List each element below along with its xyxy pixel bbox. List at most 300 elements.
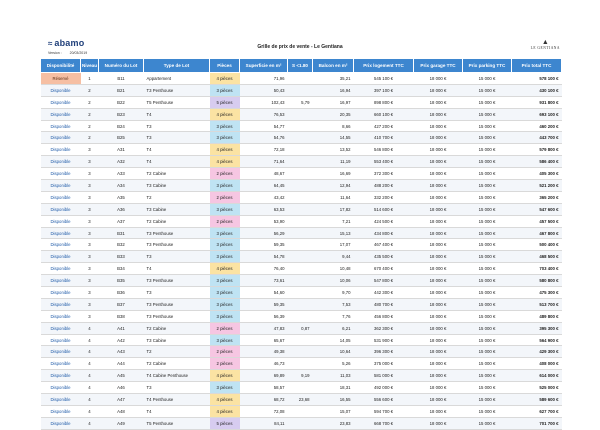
housing-price-cell: 581 000 € [354,370,414,382]
lot-type-cell: T3 Cabine [144,334,210,346]
surface-cell: 63,53 [240,203,288,215]
level-cell: 3 [81,251,99,263]
lot-number-cell: A37 [99,215,144,227]
lot-type-cell: T3 [144,382,210,394]
lot-type-cell: T4 [144,405,210,417]
lot-number-cell: A35 [99,191,144,203]
rooms-badge: 2 pièces [210,346,240,358]
low-surface-cell [288,334,313,346]
table-row [41,96,562,108]
rooms-badge: 5 pièces [210,417,240,429]
lot-number-cell: B34 [99,263,144,275]
total-price-cell: 468 500 € [512,251,562,263]
lot-number-cell: A49 [99,417,144,429]
balcony-cell: 16,69 [313,168,354,180]
parking-price-cell: 15 000 € [463,203,512,215]
lot-number-cell: A42 [99,334,144,346]
lot-type-cell: T3 Penthouse [144,310,210,322]
level-cell: 3 [81,156,99,168]
lot-number-cell: B32 [99,239,144,251]
lot-type-cell: T2 Cabine [144,168,210,180]
total-price-cell: 467 800 € [512,227,562,239]
garage-price-cell: 18 000 € [414,382,463,394]
brand-logo [531,39,560,50]
garage-price-cell: 18 000 € [414,322,463,334]
status-cell: Disponible [41,346,81,358]
status-cell: Disponible [41,168,81,180]
col-header: Superficie en m² [240,59,288,73]
brand-text: LE GENTIANA [530,46,560,50]
lot-number-cell: A36 [99,203,144,215]
level-cell: 3 [81,298,99,310]
surface-cell: 54,77 [240,120,288,132]
low-surface-cell [288,215,313,227]
status-cell: Disponible [41,405,81,417]
lot-number-cell: A43 [99,346,144,358]
balcony-cell: 10,06 [313,275,354,287]
total-price-cell: 513 700 € [512,298,562,310]
lot-number-cell: B35 [99,275,144,287]
status-cell: Disponible [41,180,81,192]
balcony-cell: 14,55 [313,132,354,144]
garage-price-cell: 18 000 € [414,215,463,227]
garage-price-cell: 18 000 € [414,227,463,239]
low-surface-cell [288,84,313,96]
surface-cell: 47,83 [240,322,288,334]
total-price-cell: 430 100 € [512,84,562,96]
surface-cell: 76,40 [240,263,288,275]
lot-type-cell: T3 Penthouse [144,275,210,287]
balcony-cell: 7,21 [313,215,354,227]
status-cell: Disponible [41,358,81,370]
balcony-cell: 14,05 [313,334,354,346]
lot-type-cell: T3 Penthouse [144,84,210,96]
housing-price-cell: 668 700 € [354,417,414,429]
parking-price-cell: 15 000 € [463,239,512,251]
page-title: Grille de prix de vente - Le Gentiana [257,44,343,50]
rooms-badge: 3 pièces [210,251,240,263]
balcony-cell: 16,97 [313,96,354,108]
lot-number-cell: B21 [99,84,144,96]
rooms-badge: 3 pièces [210,334,240,346]
col-header: Prix total TTC [512,59,562,73]
surface-cell: 54,76 [240,132,288,144]
total-price-cell: 701 700 € [512,417,562,429]
low-surface-cell [288,417,313,429]
status-cell: Disponible [41,251,81,263]
housing-price-cell: 546 800 € [354,144,414,156]
table-row [41,156,562,168]
garage-price-cell: 18 000 € [414,346,463,358]
parking-price-cell: 15 000 € [463,132,512,144]
col-header: Prix logement TTC [354,59,414,73]
total-price-cell: 693 100 € [512,108,562,120]
garage-price-cell: 18 000 € [414,168,463,180]
housing-price-cell: 332 200 € [354,191,414,203]
table-row [41,417,562,429]
abamo-logo-icon: ≈ [48,38,53,48]
table-row [41,203,562,215]
total-price-cell: 580 800 € [512,275,562,287]
surface-cell: 71,96 [240,73,288,85]
housing-price-cell: 396 300 € [354,346,414,358]
level-cell: 3 [81,168,99,180]
status-cell: Disponible [41,310,81,322]
table-row [41,120,562,132]
garage-price-cell: 18 000 € [414,334,463,346]
lot-number-cell: B11 [99,73,144,85]
status-cell: Disponible [41,275,81,287]
level-cell: 2 [81,120,99,132]
table-row [41,275,562,287]
housing-price-cell: 456 800 € [354,310,414,322]
status-cell: Disponible [41,96,81,108]
mountain-icon: ▲ [541,38,549,46]
level-cell: 3 [81,275,99,287]
low-surface-cell [288,310,313,322]
low-surface-cell [288,275,313,287]
lot-number-cell: A33 [99,168,144,180]
lot-type-cell: T5 Penthouse [144,96,210,108]
parking-price-cell: 15 000 € [463,120,512,132]
level-cell: 3 [81,191,99,203]
low-surface-cell [288,132,313,144]
table-header-row [41,59,562,73]
col-header: Prix garage TTC [414,59,463,73]
rooms-badge: 3 pièces [210,227,240,239]
total-price-cell: 579 800 € [512,144,562,156]
garage-price-cell: 18 000 € [414,73,463,85]
total-price-cell: 525 000 € [512,382,562,394]
total-price-cell: 703 400 € [512,263,562,275]
col-header: Balcon en m² [313,59,354,73]
col-header: Numéro du Lot [99,59,144,73]
garage-price-cell: 18 000 € [414,84,463,96]
parking-price-cell: 15 000 € [463,275,512,287]
garage-price-cell: 18 000 € [414,275,463,287]
table-row [41,370,562,382]
lot-type-cell: T4 [144,263,210,275]
garage-price-cell: 18 000 € [414,96,463,108]
housing-price-cell: 372 300 € [354,168,414,180]
lot-number-cell: A48 [99,405,144,417]
rooms-badge: 2 pièces [210,358,240,370]
parking-price-cell: 15 000 € [463,263,512,275]
level-cell: 3 [81,287,99,299]
level-cell: 2 [81,96,99,108]
surface-cell: 59,35 [240,239,288,251]
garage-price-cell: 18 000 € [414,310,463,322]
housing-price-cell: 545 100 € [354,73,414,85]
status-cell: Disponible [41,108,81,120]
status-cell: Disponible [41,132,81,144]
low-surface-cell [288,405,313,417]
surface-cell: 50,43 [240,84,288,96]
rooms-badge: 2 pièces [210,191,240,203]
low-surface-cell [288,227,313,239]
garage-price-cell: 18 000 € [414,298,463,310]
surface-cell: 58,57 [240,382,288,394]
balcony-cell: 11,03 [313,370,354,382]
lot-type-cell: T3 Penthouse [144,239,210,251]
total-price-cell: 443 700 € [512,132,562,144]
balcony-cell: 10,64 [313,346,354,358]
rooms-badge: 3 pièces [210,310,240,322]
table-row [41,239,562,251]
balcony-cell: 16,55 [313,394,354,406]
lot-type-cell: T2 Cabine [144,215,210,227]
balcony-cell: 9,44 [313,251,354,263]
garage-price-cell: 18 000 € [414,132,463,144]
parking-price-cell: 15 000 € [463,108,512,120]
total-price-cell: 405 300 € [512,168,562,180]
table-body [41,73,562,430]
level-cell: 4 [81,370,99,382]
lot-number-cell: A45 [99,370,144,382]
garage-price-cell: 18 000 € [414,180,463,192]
level-cell: 2 [81,84,99,96]
col-header: Type de Lot [144,59,210,73]
status-cell: Disponible [41,382,81,394]
status-cell: Disponible [41,370,81,382]
rooms-badge: 3 pièces [210,180,240,192]
lot-type-cell: T3 [144,251,210,263]
lot-number-cell: B37 [99,298,144,310]
lot-type-cell: T5 Penthouse [144,417,210,429]
total-price-cell: 521 200 € [512,180,562,192]
surface-cell: 54,60 [240,287,288,299]
table-row [41,73,562,85]
rooms-badge: 4 pièces [210,263,240,275]
level-cell: 4 [81,382,99,394]
total-price-cell: 429 300 € [512,346,562,358]
total-price-cell: 489 800 € [512,310,562,322]
parking-price-cell: 15 000 € [463,144,512,156]
level-cell: 3 [81,227,99,239]
low-surface-cell [288,168,313,180]
lot-type-cell: T3 [144,132,210,144]
garage-price-cell: 18 000 € [414,263,463,275]
rooms-badge: 4 pièces [210,405,240,417]
balcony-cell: 11,64 [313,191,354,203]
lot-type-cell: Appartement [144,73,210,85]
garage-price-cell: 18 000 € [414,287,463,299]
garage-price-cell: 18 000 € [414,251,463,263]
balcony-cell: 20,35 [313,108,354,120]
housing-price-cell: 467 400 € [354,239,414,251]
level-cell: 1 [81,73,99,85]
rooms-badge: 4 pièces [210,394,240,406]
page-header [0,0,600,58]
housing-price-cell: 594 700 € [354,405,414,417]
table-row [41,322,562,334]
rooms-badge: 4 pièces [210,144,240,156]
rooms-badge: 3 pièces [210,382,240,394]
balcony-cell: 15,13 [313,227,354,239]
housing-price-cell: 427 200 € [354,120,414,132]
surface-cell: 73,61 [240,275,288,287]
total-price-cell: 931 800 € [512,96,562,108]
table-row [41,358,562,370]
lot-type-cell: T3 Penthouse [144,298,210,310]
status-cell: Réservé [41,73,81,85]
housing-price-cell: 375 000 € [354,358,414,370]
table-row [41,191,562,203]
housing-price-cell: 492 000 € [354,382,414,394]
low-surface-cell [288,144,313,156]
rooms-badge: 3 pièces [210,287,240,299]
housing-price-cell: 424 500 € [354,215,414,227]
status-cell: Disponible [41,120,81,132]
low-surface-cell: 5,79 [288,96,313,108]
total-price-cell: 614 000 € [512,370,562,382]
garage-price-cell: 18 000 € [414,394,463,406]
price-table [40,58,562,430]
low-surface-cell [288,382,313,394]
rooms-badge: 3 pièces [210,84,240,96]
status-cell: Disponible [41,287,81,299]
lot-number-cell: A31 [99,144,144,156]
rooms-badge: 3 pièces [210,120,240,132]
parking-price-cell: 15 000 € [463,370,512,382]
status-cell: Disponible [41,156,81,168]
level-cell: 4 [81,358,99,370]
balcony-cell: 10,48 [313,263,354,275]
table-row [41,132,562,144]
surface-cell: 53,90 [240,215,288,227]
rooms-badge: 3 pièces [210,275,240,287]
surface-cell: 64,45 [240,180,288,192]
rooms-badge: 4 pièces [210,370,240,382]
housing-price-cell: 362 300 € [354,322,414,334]
balcony-cell: 17,07 [313,239,354,251]
surface-cell: 65,67 [240,334,288,346]
table-row [41,298,562,310]
balcony-cell: 15,07 [313,405,354,417]
level-cell: 3 [81,144,99,156]
surface-cell: 46,73 [240,358,288,370]
garage-price-cell: 18 000 € [414,108,463,120]
table-row [41,287,562,299]
balcony-cell: 7,76 [313,310,354,322]
surface-cell: 69,89 [240,370,288,382]
lot-type-cell: T4 Cabine Penthouse [144,370,210,382]
lot-type-cell: T4 [144,156,210,168]
total-price-cell: 589 600 € [512,394,562,406]
level-cell: 4 [81,405,99,417]
status-cell: Disponible [41,84,81,96]
table-row [41,168,562,180]
balcony-cell: 18,31 [313,382,354,394]
status-cell: Disponible [41,191,81,203]
balcony-cell: 17,82 [313,203,354,215]
lot-number-cell: A46 [99,382,144,394]
parking-price-cell: 15 000 € [463,322,512,334]
level-cell: 3 [81,215,99,227]
balcony-cell: 12,94 [313,180,354,192]
total-price-cell: 460 200 € [512,120,562,132]
table-row [41,310,562,322]
level-cell: 3 [81,239,99,251]
level-cell: 4 [81,417,99,429]
status-cell: Disponible [41,263,81,275]
table-row [41,334,562,346]
rooms-badge: 3 pièces [210,203,240,215]
total-price-cell: 475 300 € [512,287,562,299]
level-cell: 3 [81,203,99,215]
low-surface-cell [288,287,313,299]
housing-price-cell: 553 400 € [354,156,414,168]
total-price-cell: 408 000 € [512,358,562,370]
lot-type-cell: T2 Cabine [144,358,210,370]
lot-number-cell: B33 [99,251,144,263]
housing-price-cell: 514 600 € [354,203,414,215]
parking-price-cell: 15 000 € [463,346,512,358]
balcony-cell: 11,19 [313,156,354,168]
level-cell: 2 [81,132,99,144]
housing-price-cell: 480 700 € [354,298,414,310]
parking-price-cell: 15 000 € [463,96,512,108]
rooms-badge: 2 pièces [210,322,240,334]
low-surface-cell [288,156,313,168]
low-surface-cell [288,358,313,370]
housing-price-cell: 556 600 € [354,394,414,406]
lot-number-cell: B36 [99,287,144,299]
lot-number-cell: B23 [99,108,144,120]
low-surface-cell [288,73,313,85]
balcony-cell: 13,52 [313,144,354,156]
garage-price-cell: 18 000 € [414,239,463,251]
garage-price-cell: 18 000 € [414,144,463,156]
garage-price-cell: 18 000 € [414,370,463,382]
lot-number-cell: B24 [99,120,144,132]
low-surface-cell [288,120,313,132]
version-date: 20/03/2019 [69,51,88,55]
level-cell: 4 [81,394,99,406]
lot-type-cell: T2 [144,346,210,358]
low-surface-cell [288,108,313,120]
rooms-badge: 2 pièces [210,168,240,180]
status-cell: Disponible [41,394,81,406]
housing-price-cell: 898 800 € [354,96,414,108]
garage-price-cell: 18 000 € [414,120,463,132]
level-cell: 3 [81,263,99,275]
housing-price-cell: 442 300 € [354,287,414,299]
balcony-cell: 16,94 [313,84,354,96]
level-cell: 4 [81,334,99,346]
low-surface-cell: 0,87 [288,322,313,334]
level-cell: 4 [81,346,99,358]
col-header: Niveau [81,59,99,73]
low-surface-cell [288,298,313,310]
total-price-cell: 564 900 € [512,334,562,346]
rooms-badge: 5 pièces [210,96,240,108]
table-row [41,405,562,417]
low-surface-cell: 9,19 [288,370,313,382]
lot-type-cell: T4 [144,144,210,156]
balcony-cell: 6,21 [313,322,354,334]
lot-type-cell: T3 Cabine [144,203,210,215]
status-cell: Disponible [41,417,81,429]
surface-cell: 72,08 [240,405,288,417]
parking-price-cell: 15 000 € [463,215,512,227]
parking-price-cell: 15 000 € [463,191,512,203]
rooms-badge: 3 pièces [210,132,240,144]
low-surface-cell [288,263,313,275]
rooms-badge: 4 pièces [210,108,240,120]
parking-price-cell: 15 000 € [463,358,512,370]
balcony-cell: 5,26 [313,358,354,370]
